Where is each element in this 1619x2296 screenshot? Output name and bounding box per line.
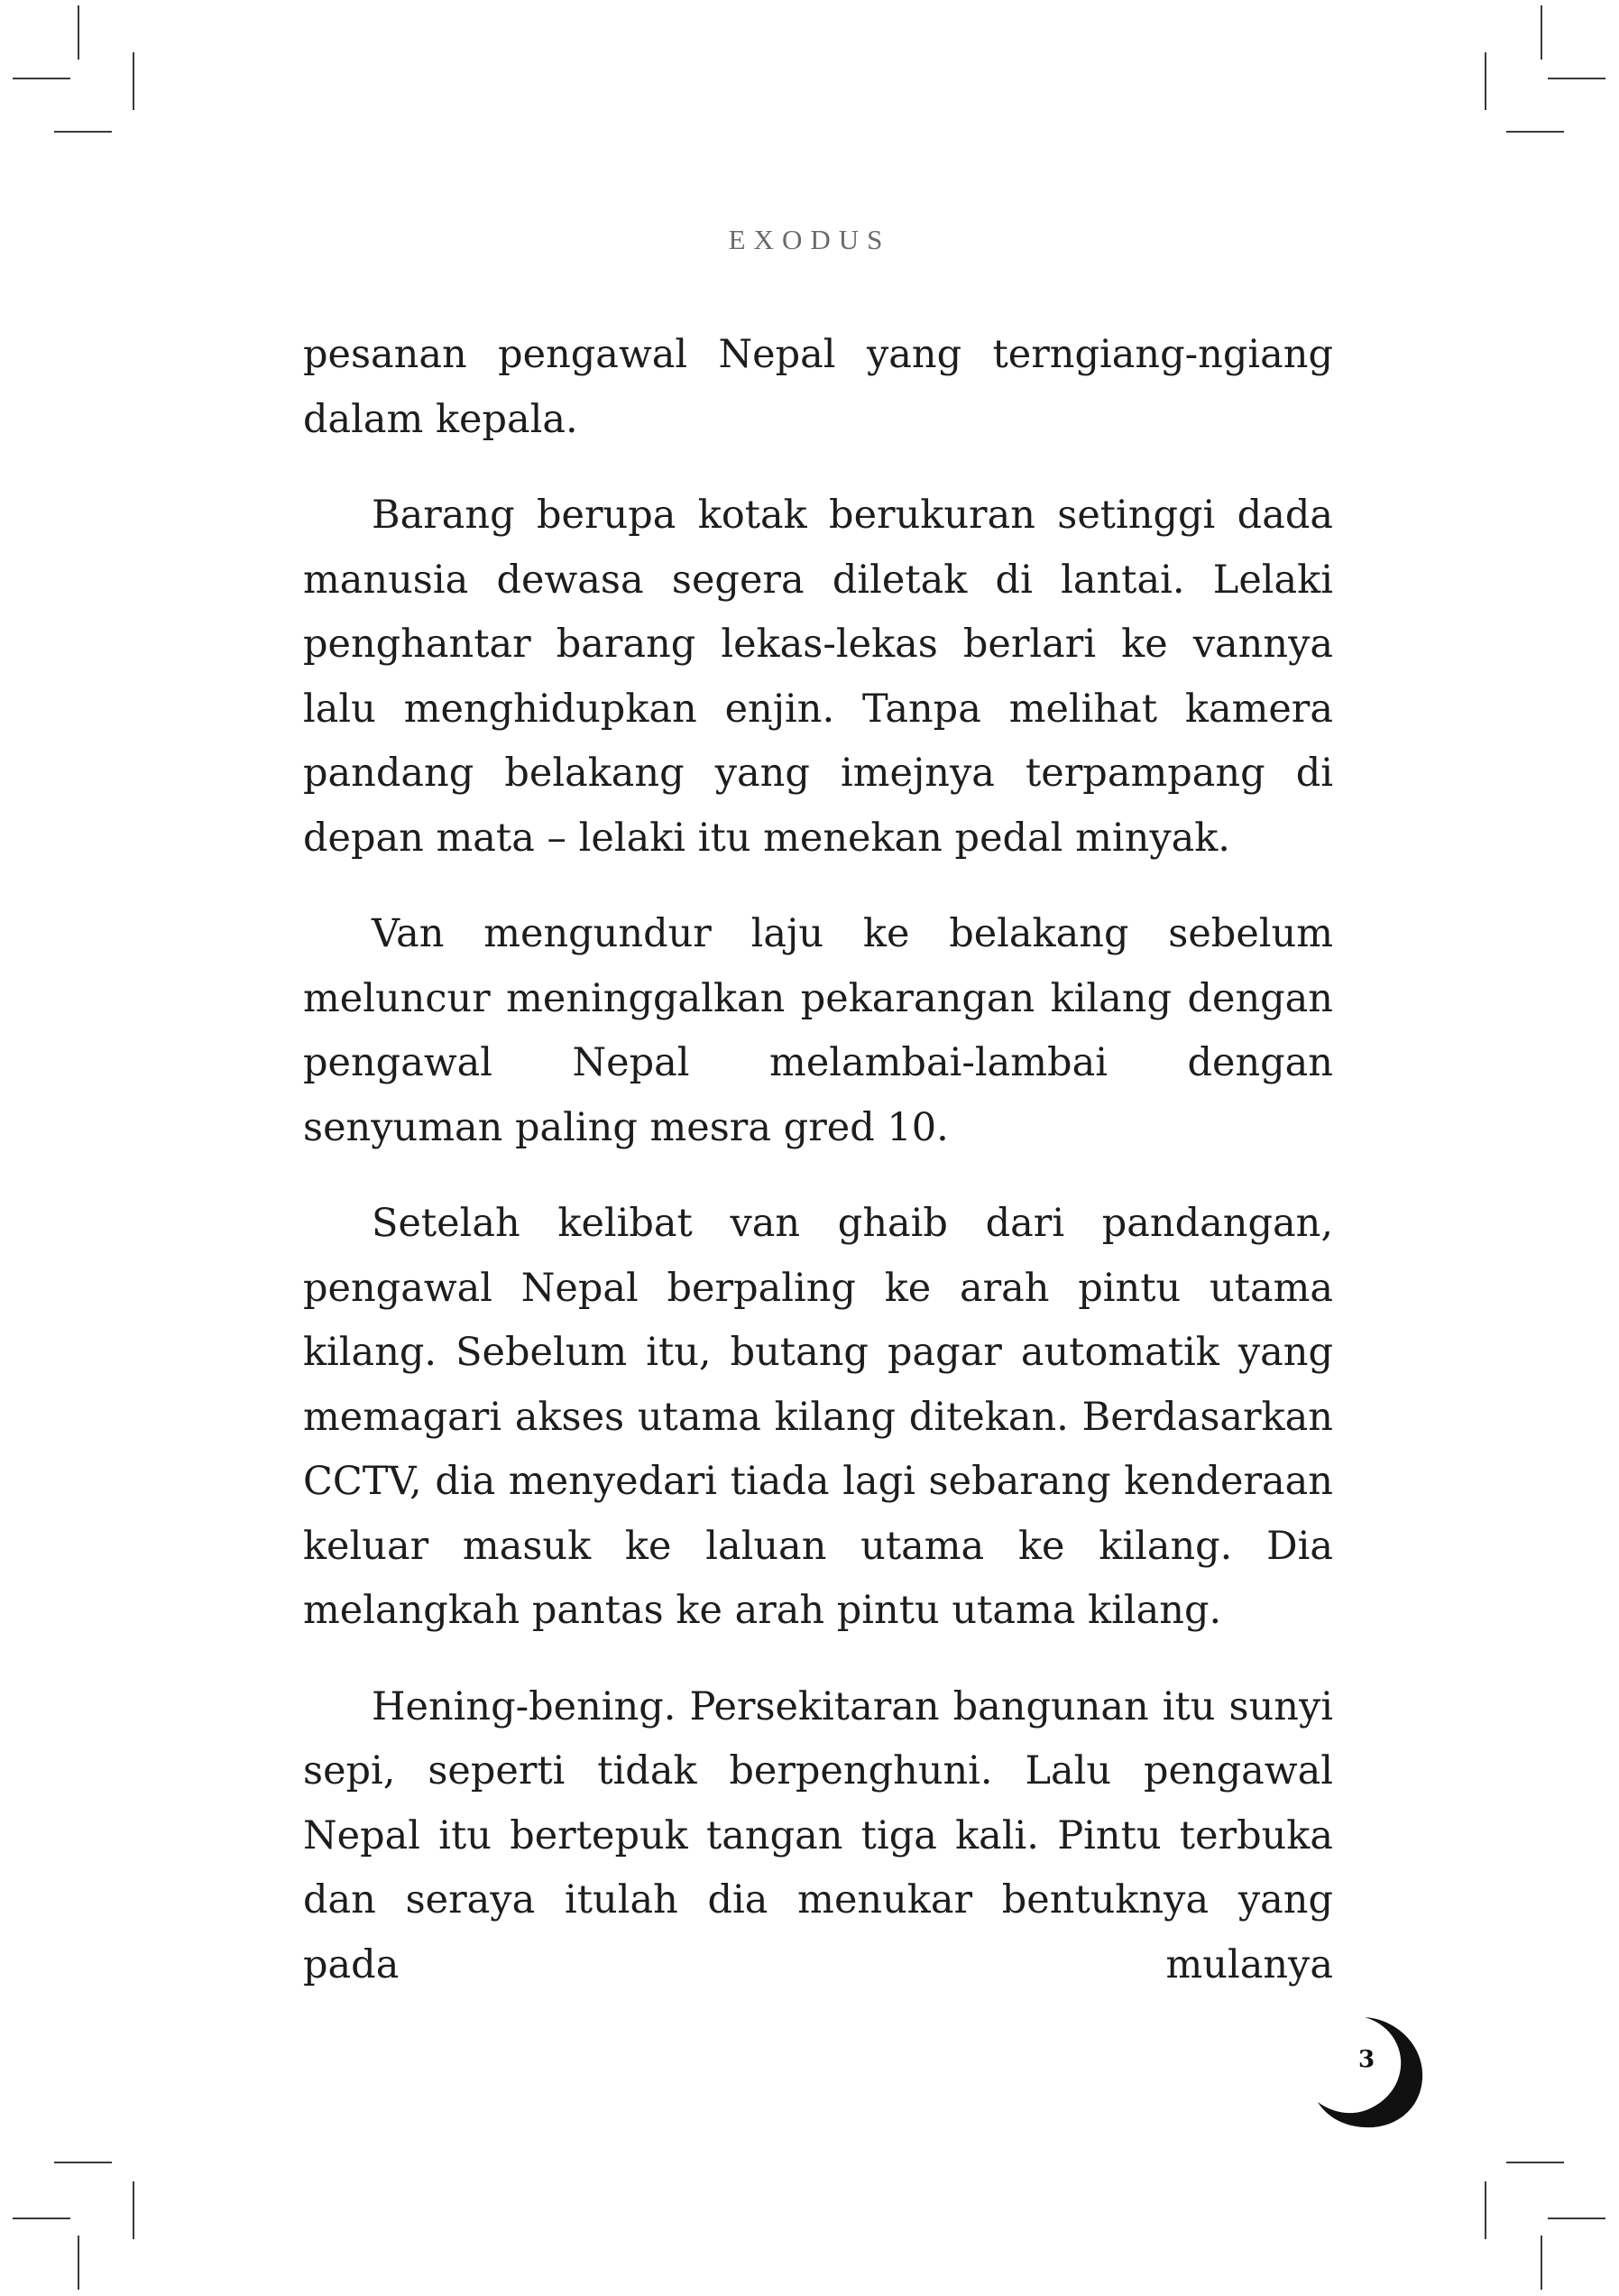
crop-mark-bottom-right-vertical-inner [1485,2181,1486,2239]
crop-mark-top-left-horizontal-inner [54,131,112,133]
crop-mark-top-right-vertical-inner [1485,52,1486,110]
paragraph: Hening-bening. Persekitaran bangunan itu sunyi sepi, seperti tidak berpenghuni. Lalu pengawal Nepal itu bertepuk tangan tiga kali. Pintu terbuka dan seraya itulah dia menukar bentuknya yang pada mulanya [303,1683,1333,1987]
crop-mark-top-right-horizontal-inner [1506,131,1564,133]
page-number: 3 [1357,2046,1375,2073]
crop-mark-bottom-left-vertical-inner [133,2181,134,2239]
crop-mark-top-right-vertical-outer [1541,5,1542,60]
crop-mark-bottom-right-horizontal-outer [1548,2218,1605,2219]
running-head: EXODUS [728,224,891,255]
crop-mark-top-left-horizontal-outer [13,78,70,79]
paragraph: Barang berupa kotak berukuran setinggi dada manusia dewasa segera diletak di lantai. Lelaki penghantar barang lekas-lekas berlari ke vannya lalu menghidupkan enjin. Tanpa melihat kamera pandang belakang yang imejnya terpampang di depan mata – lelaki itu menekan pedal minyak. [303,493,1333,861]
crop-mark-bottom-left-horizontal-inner [54,2162,112,2163]
body-text [303,323,1333,2029]
paragraph: Setelah kelibat van ghaib dari pandangan, pengawal Nepal berpaling ke arah pintu utama kilang. Sebelum itu, butang pagar automatik yang memagari akses utama kilang ditekan. Berdasarkan CCTV, dia menyedari tiada lagi sebarang kenderaan keluar masuk ke laluan utama ke kilang. Dia melangkah pantas ke arah pintu utama kilang. [303,1201,1333,1633]
crop-mark-bottom-left-vertical-outer [78,2236,79,2290]
crop-mark-top-left-vertical-outer [78,5,79,60]
crop-mark-bottom-right-vertical-outer [1541,2236,1542,2290]
paragraph: Van mengundur laju ke belakang sebelum meluncur meninggalkan pekarangan kilang dengan pengawal Nepal melambai-lambai dengan senyuman paling mesra gred 10. [303,911,1333,1150]
crop-mark-top-left-vertical-inner [133,52,134,110]
crop-mark-bottom-left-horizontal-outer [13,2218,70,2219]
page-folio [1312,2014,1430,2131]
crop-mark-bottom-right-horizontal-inner [1506,2162,1564,2163]
crop-mark-top-right-horizontal-outer [1548,78,1605,79]
paragraph-continuation: pesanan pengawal Nepal yang terngiang-ngiang dalam kepala. [303,332,1333,442]
